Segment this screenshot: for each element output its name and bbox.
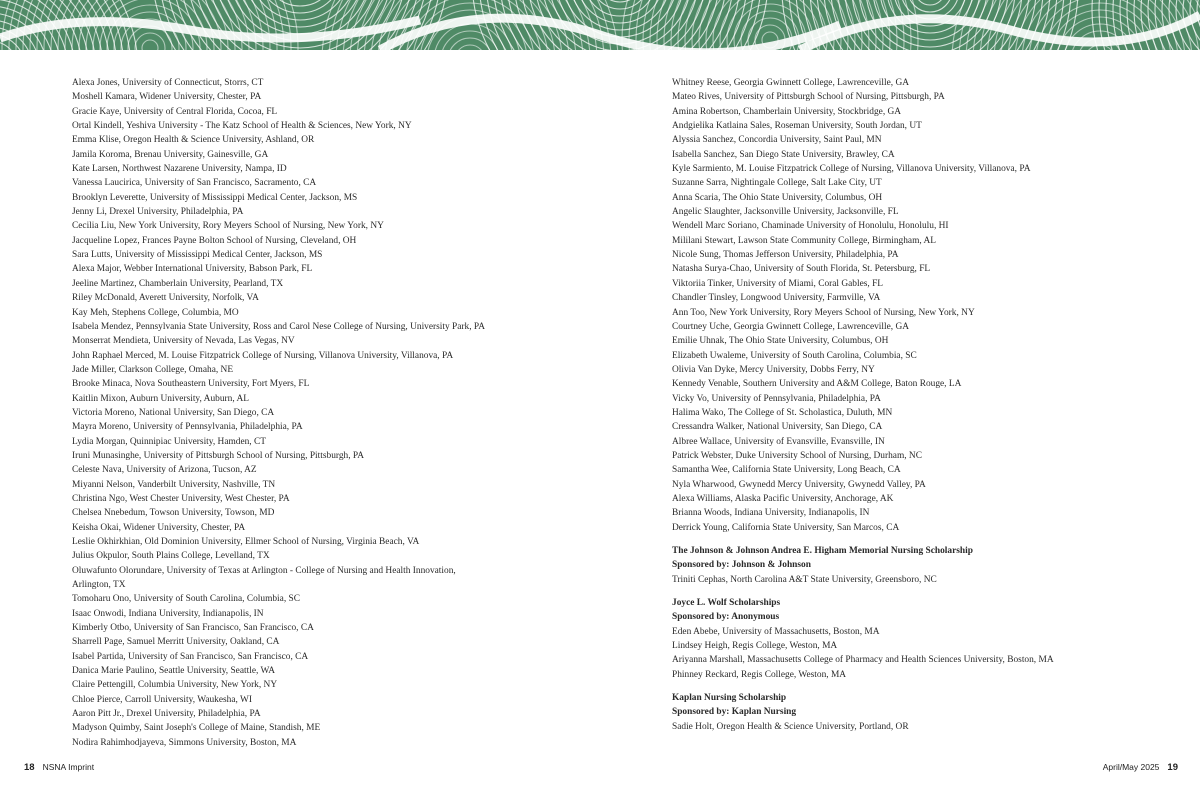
recipient-entry: Isabel Partida, University of San Francisco, San Francisco, CA bbox=[72, 651, 309, 662]
recipient-entry: Isabela Mendez, Pennsylvania State University, Ross and Carol Nese College of Nursing, University Park, PA bbox=[72, 321, 486, 332]
scholarship-title: Kaplan Nursing Scholarship bbox=[672, 693, 787, 704]
recipient-entry: Lindsey Heigh, Regis College, Weston, MA bbox=[672, 641, 838, 652]
recipient-entry: Mateo Rives, University of Pittsburgh School of Nursing, Pittsburgh, PA bbox=[672, 92, 945, 103]
recipient-entry: Elizabeth Uwaleme, University of South Carolina, Columbia, SC bbox=[672, 350, 917, 361]
recipient-list-continued bbox=[672, 76, 1132, 535]
recipient-entry: Phinney Reckard, Regis College, Weston, MA bbox=[672, 669, 847, 680]
scholarship-section bbox=[672, 691, 1132, 734]
recipient-entry: Triniti Cephas, North Carolina A&T State University, Greensboro, NC bbox=[672, 574, 937, 585]
publication-name: NSNA Imprint bbox=[42, 762, 95, 772]
recipient-entry: Albree Wallace, University of Evansville, Evansville, IN bbox=[672, 436, 885, 447]
recipient-entry: Oluwafunto Olorundare, University of Texas at Arlington - College of Nursing and Health Innovation, bbox=[72, 565, 456, 576]
recipient-entry: Cressandra Walker, National University, San Diego, CA bbox=[672, 422, 883, 433]
right-column-recipient-list bbox=[672, 76, 1132, 734]
recipient-entry: Isaac Onwodi, Indiana University, Indianapolis, IN bbox=[72, 608, 264, 619]
recipient-entry: Jenny Li, Drexel University, Philadelphia, PA bbox=[72, 207, 244, 218]
recipient-entry: Alexa Major, Webber International University, Babson Park, FL bbox=[72, 264, 313, 275]
recipient-entry: Sadie Holt, Oregon Health & Science University, Portland, OR bbox=[672, 721, 909, 732]
scholarship-title: The Johnson & Johnson Andrea E. Higham Memorial Nursing Scholarship bbox=[672, 546, 973, 556]
recipient-entry: Jamila Koroma, Brenau University, Gainesville, GA bbox=[72, 149, 269, 160]
recipient-entry: Andgielika Katlaina Sales, Roseman University, South Jordan, UT bbox=[672, 121, 922, 132]
recipient-entry: Kate Larsen, Northwest Nazarene University, Nampa, ID bbox=[72, 164, 287, 175]
recipient-entry: Ann Too, New York University, Rory Meyers School of Nursing, New York, NY bbox=[672, 307, 975, 318]
recipient-entry: Celeste Nava, University of Arizona, Tucson, AZ bbox=[72, 465, 257, 476]
recipient-entry: Chandler Tinsley, Longwood University, Farmville, VA bbox=[672, 293, 881, 304]
footer-left bbox=[24, 762, 94, 773]
recipient-entry: Suzanne Sarra, Nightingale College, Salt Lake City, UT bbox=[672, 178, 882, 189]
recipient-entry: Danica Marie Paulino, Seattle University, Seattle, WA bbox=[72, 666, 276, 677]
scholarship-section bbox=[672, 544, 1132, 587]
recipient-entry: Whitney Reese, Georgia Gwinnett College, Lawrenceville, GA bbox=[672, 78, 909, 88]
recipient-entry: Kaitlin Mixon, Auburn University, Auburn, AL bbox=[72, 393, 249, 404]
scholarship-sponsor: Sponsored by: Anonymous bbox=[672, 612, 780, 623]
recipient-entry: Vanessa Laucirica, University of San Francisco, Sacramento, CA bbox=[72, 178, 317, 189]
recipient-entry: Brianna Woods, Indiana University, Indianapolis, IN bbox=[672, 508, 870, 519]
recipient-entry: Courtney Uche, Georgia Gwinnett College, Lawrenceville, GA bbox=[672, 321, 909, 332]
recipient-entry: Cecilia Liu, New York University, Rory Meyers School of Nursing, New York, NY bbox=[72, 221, 384, 232]
recipient-entry: Emma Klise, Oregon Health & Science University, Ashland, OR bbox=[72, 135, 315, 146]
recipient-entry: Christina Ngo, West Chester University, West Chester, PA bbox=[72, 493, 290, 504]
recipient-entry: Brooke Minaca, Nova Southeastern University, Fort Myers, FL bbox=[72, 379, 310, 390]
recipient-entry: Viktoriia Tinker, University of Miami, Coral Gables, FL bbox=[672, 278, 884, 289]
recipient-entry: Ariyanna Marshall, Massachusetts College of Pharmacy and Health Sciences University, Boston, MA bbox=[672, 655, 1054, 666]
recipient-entry: Emilie Uhnak, The Ohio State University, Columbus, OH bbox=[672, 336, 889, 347]
recipient-entry: John Raphael Merced, M. Louise Fitzpatrick College of Nursing, Villanova University, Villanova, PA bbox=[72, 350, 454, 361]
left-page-number: 18 bbox=[24, 762, 35, 773]
recipient-entry: Sharrell Page, Samuel Merritt University, Oakland, CA bbox=[72, 637, 280, 648]
banner-pattern-graphic bbox=[0, 0, 1200, 50]
scholarship-section bbox=[672, 596, 1132, 682]
recipient-entry: Nodira Rahimhodjayeva, Simmons University, Boston, MA bbox=[72, 737, 297, 748]
recipient-entry: Iruni Munasinghe, University of Pittsburgh School of Nursing, Pittsburgh, PA bbox=[72, 450, 365, 461]
recipient-entry: Kennedy Venable, Southern University and A&M College, Baton Rouge, LA bbox=[672, 379, 962, 390]
recipient-entry: Alexa Jones, University of Connecticut, Storrs, CT bbox=[72, 78, 264, 88]
recipient-entry: Kyle Sarmiento, M. Louise Fitzpatrick College of Nursing, Villanova University, Villanova, PA bbox=[672, 164, 1031, 175]
recipient-entry: Alexa Williams, Alaska Pacific University, Anchorage, AK bbox=[672, 493, 894, 504]
recipient-entry: Ortal Kindell, Yeshiva University - The Katz School of Health & Sciences, New York, NY bbox=[72, 121, 412, 132]
footer-right bbox=[1103, 762, 1178, 773]
recipient-entry: Moshell Kamara, Widener University, Chester, PA bbox=[72, 92, 262, 103]
recipient-entry: Kay Meh, Stephens College, Columbia, MO bbox=[72, 307, 239, 318]
recipient-entry: Jade Miller, Clarkson College, Omaha, NE bbox=[72, 364, 234, 375]
issue-date: April/May 2025 bbox=[1102, 762, 1160, 772]
recipient-entry: Wendell Marc Soriano, Chaminade University of Honolulu, Honolulu, HI bbox=[672, 221, 949, 232]
recipient-entry: Derrick Young, California State University, San Marcos, CA bbox=[672, 522, 900, 533]
recipient-entry: Keisha Okai, Widener University, Chester, PA bbox=[72, 522, 246, 533]
recipient-entry: Brooklyn Leverette, University of Mississippi Medical Center, Jackson, MS bbox=[72, 192, 358, 203]
recipient-entry: Isabella Sanchez, San Diego State University, Brawley, CA bbox=[672, 149, 895, 160]
recipient-entry: Claire Pettengill, Columbia University, New York, NY bbox=[72, 680, 278, 691]
recipient-entry: Arlington, TX bbox=[72, 580, 126, 591]
recipient-entry: Tomoharu Ono, University of South Carolina, Columbia, SC bbox=[72, 594, 300, 605]
recipient-entry: Halima Wako, The College of St. Scholastica, Duluth, MN bbox=[672, 407, 893, 418]
recipient-entry: Angelic Slaughter, Jacksonville University, Jacksonville, FL bbox=[672, 207, 899, 218]
recipient-entry: Kimberly Otbo, University of San Francisco, San Francisco, CA bbox=[72, 623, 314, 634]
recipient-entry: Sara Lutts, University of Mississippi Medical Center, Jackson, MS bbox=[72, 250, 323, 261]
recipient-entry: Monserrat Mendieta, University of Nevada, Las Vegas, NV bbox=[72, 336, 295, 347]
recipient-entry: Patrick Webster, Duke University School of Nursing, Durham, NC bbox=[672, 450, 922, 461]
recipient-entry: Nicole Sung, Thomas Jefferson University, Philadelphia, PA bbox=[672, 250, 899, 261]
recipient-entry: Mililani Stewart, Lawson State Community College, Birmingham, AL bbox=[672, 235, 937, 246]
recipient-entry: Mayra Moreno, University of Pennsylvania, Philadelphia, PA bbox=[72, 422, 303, 433]
recipient-entry: Amina Robertson, Chamberlain University, Stockbridge, GA bbox=[672, 106, 902, 117]
recipient-entry: Madyson Quimby, Saint Joseph's College of Maine, Standish, ME bbox=[72, 723, 321, 734]
recipient-entry: Jacqueline Lopez, Frances Payne Bolton School of Nursing, Cleveland, OH bbox=[72, 235, 357, 246]
recipient-entry: Aaron Pitt Jr., Drexel University, Philadelphia, PA bbox=[72, 709, 261, 720]
left-column-recipient-list bbox=[72, 76, 592, 750]
scholarship-sponsor: Sponsored by: Kaplan Nursing bbox=[672, 707, 797, 718]
recipient-entry: Riley McDonald, Averett University, Norfolk, VA bbox=[72, 293, 259, 304]
recipient-entry: Chloe Pierce, Carroll University, Waukesha, WI bbox=[72, 694, 253, 705]
recipient-entry: Gracie Kaye, University of Central Florida, Cocoa, FL bbox=[72, 106, 278, 117]
scholarship-sections bbox=[672, 544, 1132, 734]
recipient-entry: Chelsea Nnebedum, Towson University, Towson, MD bbox=[72, 508, 275, 519]
recipient-entry: Eden Abebe, University of Massachusetts, Boston, MA bbox=[672, 626, 880, 637]
recipient-entry: Vicky Vo, University of Pennsylvania, Philadelphia, PA bbox=[672, 393, 881, 404]
recipient-entry: Nyla Wharwood, Gwynedd Mercy University, Gwynedd Valley, PA bbox=[672, 479, 926, 490]
recipient-entry: Anna Scaria, The Ohio State University, Columbus, OH bbox=[672, 192, 883, 203]
recipient-entry: Miyanni Nelson, Vanderbilt University, Nashville, TN bbox=[72, 479, 276, 490]
recipient-entry: Olivia Van Dyke, Mercy University, Dobbs Ferry, NY bbox=[672, 364, 875, 375]
recipient-entry: Julius Okpulor, South Plains College, Levelland, TX bbox=[72, 551, 270, 562]
recipient-entry: Victoria Moreno, National University, San Diego, CA bbox=[72, 407, 275, 418]
recipient-entry: Jeeline Martinez, Chamberlain University, Pearland, TX bbox=[72, 278, 284, 289]
recipient-entry: Natasha Surya-Chao, University of South Florida, St. Petersburg, FL bbox=[672, 264, 931, 275]
recipient-entry: Leslie Okhirkhian, Old Dominion University, Ellmer School of Nursing, Virginia Beach, VA bbox=[72, 537, 420, 547]
recipient-entry: Samantha Wee, California State University, Long Beach, CA bbox=[672, 465, 901, 476]
recipient-entry: Lydia Morgan, Quinnipiac University, Hamden, CT bbox=[72, 436, 266, 447]
scholarship-title: Joyce L. Wolf Scholarships bbox=[672, 598, 781, 609]
recipient-entry: Alyssia Sanchez, Concordia University, Saint Paul, MN bbox=[672, 135, 882, 146]
right-page-number: 19 bbox=[1167, 762, 1178, 773]
decorative-banner bbox=[0, 0, 1200, 50]
scholarship-sponsor: Sponsored by: Johnson & Johnson bbox=[672, 560, 811, 571]
